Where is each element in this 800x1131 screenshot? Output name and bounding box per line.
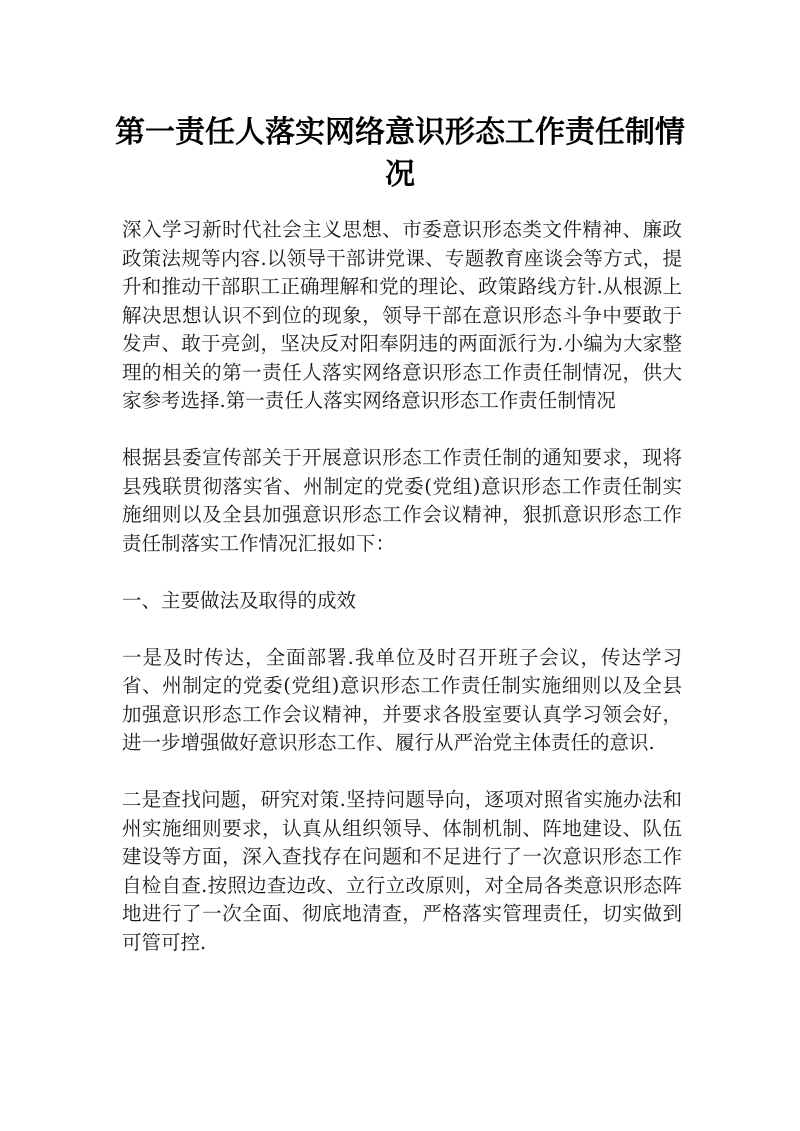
intro-paragraph: 深入学习新时代社会主义思想、市委意识形态类文件精神、廉政政策法规等内容.以领导干部讲党课、专题教育座谈会等方式，提升和推动干部职工正确理解和党的理论、政策路线方针.从根源上解决思想认识不到位的现象，领导干部在意识形态斗争中要敢于发声、敢于亮剑，坚决反对阳奉阴违的两面派行为.小编为大家整理的相关的第一责任人落实网络意识形态工作责任制情况，供大家参考选择.第一责任人落实网络意识形态工作责任制情况	[122, 218, 682, 412]
paragraph-item-1: 一是及时传达，全面部署.我单位及时召开班子会议，传达学习省、州制定的党委(党组)意识形态工作责任制实施细则以及全县加强意识形态工作会议精神，并要求各股室要认真学习领会好，进一步增强做好意识形态工作、履行从严治党主体责任的意识.	[122, 645, 682, 754]
report-intro-paragraph: 根据县委宣传部关于开展意识形态工作责任制的通知要求，现将县残联贯彻落实省、州制定的党委(党组)意识形态工作责任制实施细则以及全县加强意识形态工作会议精神，狠抓意识形态工作责任制落实工作情况汇报如下：	[122, 446, 682, 555]
document-body	[122, 216, 682, 986]
document-title: 第一责任人落实网络意识形态工作责任制情况	[115, 115, 685, 192]
paragraph-item-2: 二是查找问题，研究对策.坚持问题导向，逐项对照省实施办法和州实施细则要求，认真从组织领导、体制机制、阵地建设、队伍建设等方面，深入查找存在问题和不足进行了一次意识形态工作自检自查.按照边查边改、立行立改原则，对全局各类意识形态阵地进行了一次全面、彻底地清查，严格落实管理责任，切实做到可管可控.	[122, 788, 682, 954]
section-heading: 一、主要做法及取得的成效	[122, 588, 357, 612]
